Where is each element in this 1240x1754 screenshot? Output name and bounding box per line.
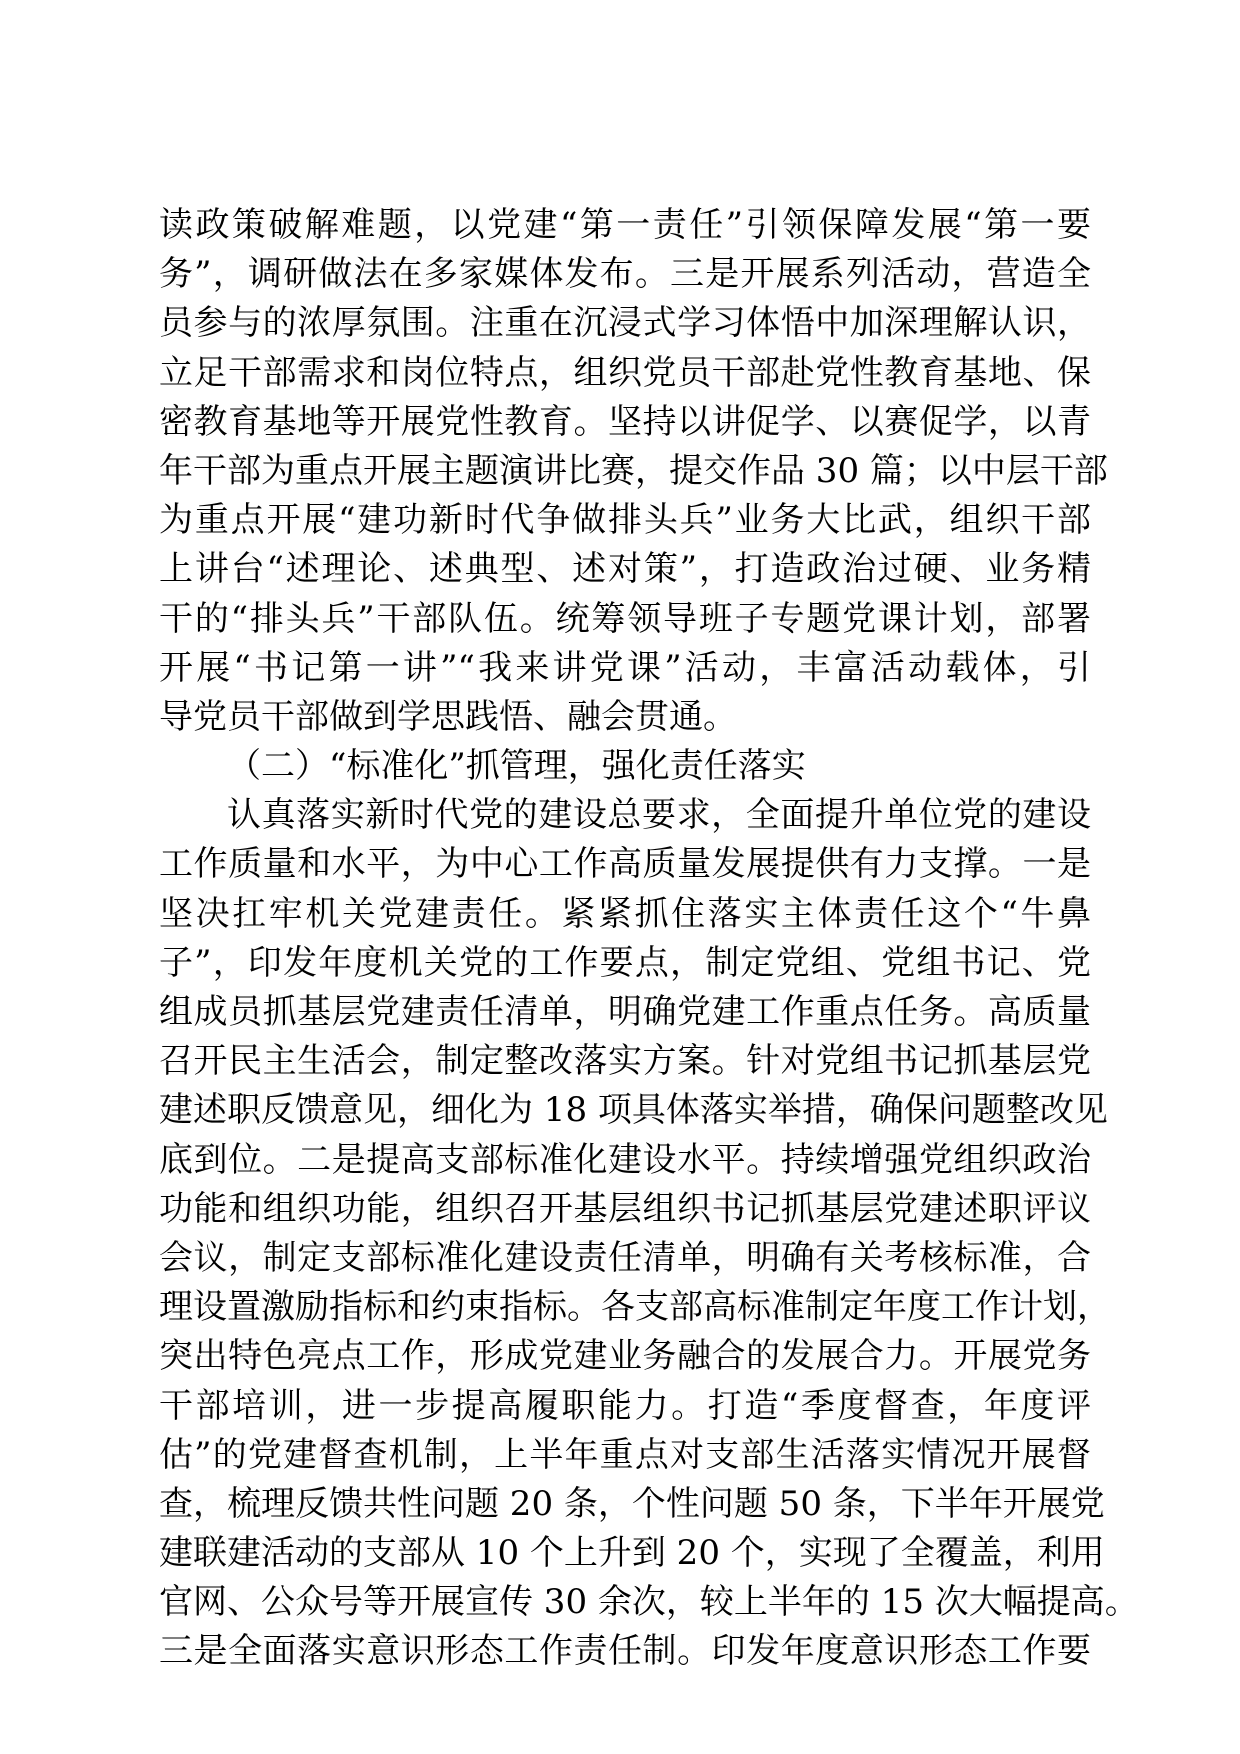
paragraph-standardization	[159, 791, 1139, 1676]
text-line: 建联建活动的支部从 10 个上升到 20 个，实现了全覆盖，利用	[159, 1533, 1105, 1574]
text-line: 密教育基地等开展党性教育。坚持以讲促学、以赛促学，以青	[159, 401, 1091, 442]
text-line: 为重点开展“建功新时代争做排头兵”业务大比武，组织干部	[159, 500, 1091, 541]
text-line: 估”的党建督查机制，上半年重点对支部生活落实情况开展督	[159, 1434, 1091, 1475]
text-line: 干的“排头兵”干部队伍。统筹领导班子专题党课计划，部署	[159, 598, 1091, 639]
text-line: 员参与的浓厚氛围。注重在沉浸式学习体悟中加深理解认识，	[159, 303, 1091, 344]
text-line: 上讲台“述理论、述典型、述对策”，打造政治过硬、业务精	[159, 549, 1091, 590]
text-line: 功能和组织功能，组织召开基层组织书记抓基层党建述职评议	[159, 1188, 1091, 1229]
text-line: 会议，制定支部标准化建设责任清单，明确有关考核标准，合	[159, 1237, 1091, 1278]
text-line: 务”，调研做法在多家媒体发布。三是开展系列活动，营造全	[159, 254, 1091, 295]
text-line: 召开民主生活会，制定整改落实方案。针对党组书记抓基层党	[159, 1041, 1091, 1082]
text-line: 底到位。二是提高支部标准化建设水平。持续增强党组织政治	[159, 1139, 1091, 1180]
text-line: 子”，印发年度机关党的工作要点，制定党组、党组书记、党	[159, 942, 1091, 983]
text-line: 干部培训，进一步提高履职能力。打造“季度督查，年度评	[159, 1385, 1091, 1426]
text-line: 理设置激励指标和约束指标。各支部高标准制定年度工作计划，	[159, 1287, 1111, 1328]
text-line: 读政策破解难题，以党建“第一责任”引领保障发展“第一要	[159, 205, 1091, 245]
text-line: 查，梳理反馈共性问题 20 条，个性问题 50 条，下半年开展党	[159, 1483, 1105, 1524]
text-line: 立足干部需求和岗位特点，组织党员干部赴党性教育基地、保	[159, 352, 1091, 393]
section-heading: （二）“标准化”抓管理，强化责任落实	[227, 746, 806, 787]
text-line: 开展“书记第一讲”“我来讲党课”活动，丰富活动载体，引	[159, 647, 1091, 688]
text-line: 建述职反馈意见，细化为 18 项具体落实举措，确保问题整改见	[159, 1090, 1108, 1131]
text-line: 组成员抓基层党建责任清单，明确党建工作重点任务。高质量	[159, 992, 1091, 1032]
text-line: 认真落实新时代党的建设总要求，全面提升单位党的建设	[227, 795, 1091, 836]
text-line: 导党员干部做到学思践悟、融会贯通。	[159, 696, 737, 737]
text-line: 三是全面落实意识形态工作责任制。印发年度意识形态工作要	[159, 1631, 1091, 1672]
text-line: 突出特色亮点工作，形成党建业务融合的发展合力。开展党务	[159, 1336, 1091, 1377]
text-line: 工作质量和水平，为中心工作高质量发展提供有力支撑。一是	[159, 844, 1091, 885]
text-line: 坚决扛牢机关党建责任。紧紧抓住落实主体责任这个“牛鼻	[159, 893, 1091, 934]
text-line: 年干部为重点开展主题演讲比赛，提交作品 30 篇；以中层干部	[159, 450, 1108, 491]
document-body	[159, 201, 1139, 1677]
paragraph-party-study	[159, 201, 1108, 742]
text-line: 官网、公众号等开展宣传 30 余次，较上半年的 15 次大幅提高。	[159, 1582, 1139, 1623]
